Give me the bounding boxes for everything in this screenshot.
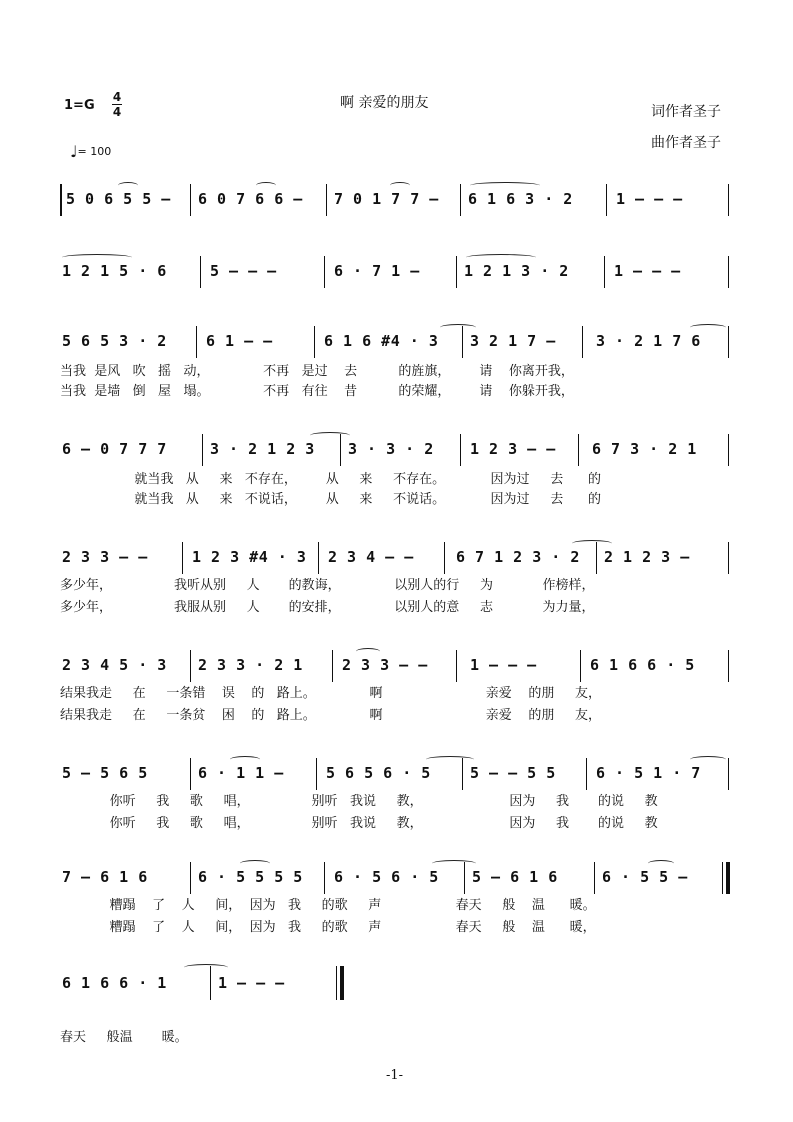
page-number: -1- [386,1068,404,1083]
composer-credit: 曲作者圣子 [651,135,721,151]
lyrics-verse-1: 春天 般温 暖。 [60,1030,188,1045]
slur [572,540,612,547]
repeat-start-barline [60,184,62,216]
barline [580,650,581,682]
measure-2: 6 1 – – [206,332,273,350]
measure-4: 1 2 1 3 · 2 [464,262,569,280]
measure-1: 1 2 1 5 · 6 [62,262,167,280]
slur [690,324,726,331]
lyrics-verse-2: 就当我 从 来 不说话， 从 来 不说话。 因为过 去 的 [60,492,601,507]
barline [586,758,587,790]
staff-system-1 [60,180,733,220]
barline [324,256,325,288]
slur [440,324,476,331]
measure-2: 1 2 3 #4 · 3 [192,548,307,566]
slur [310,432,350,439]
barline [728,650,729,682]
measure-5: 1 – – – [614,262,681,280]
measure-4: 6 7 1 2 3 · 2 [456,548,580,566]
slur [240,860,270,867]
barline [190,184,191,216]
barline [460,184,461,216]
time-signature-top: 4 [112,90,122,104]
barline [182,542,183,574]
barline [728,184,729,216]
barline [336,966,337,1000]
lyrics-verse-2: 糟蹋 了 人 间， 因为 我 的歌 声 春天 般 温 暖， [60,920,596,935]
measure-4: 5 – 6 1 6 [472,868,558,886]
measure-1: 7 – 6 1 6 [62,868,148,886]
tempo-value: = 100 [77,145,112,158]
measure-1: 5 6 5 3 · 2 [62,332,167,350]
barline [200,256,201,288]
staff-system-9 [60,962,733,1045]
slur [470,182,540,189]
lyrics-verse-1: 你听 我 歌 唱， 别听 我说 教， 因为 我 的说 教 [60,794,658,809]
measure-1: 6 1 6 6 · 1 [62,974,167,992]
time-signature [112,90,122,119]
barline [728,434,729,466]
barline [728,256,729,288]
lyrics-verse-2: 当我 是墙 倒 屋 塌。 不再 有往 昔 的荣耀， 请 你躲开我， [60,384,574,399]
barline [604,256,605,288]
slur [390,182,410,189]
measure-2: 3 · 2 1 2 3 [210,440,315,458]
measure-2: 2 3 3 · 2 1 [198,656,303,674]
barline [594,862,595,894]
staff-system-3 [60,322,733,402]
measure-5: 2 1 2 3 – [604,548,690,566]
barline [314,326,315,358]
lyrics-verse-2: 结果我走 在 一条贫 困 的 路上。 啊 亲爱 的朋 友， [60,708,601,723]
staff-system-7 [60,754,733,834]
measure-5: 6 7 3 · 2 1 [592,440,697,458]
lyrics-verse-1: 糟蹋 了 人 间， 因为 我 的歌 声 春天 般 温 暖。 [60,898,596,913]
barline [456,650,457,682]
barline [456,256,457,288]
staff-system-2 [60,252,733,292]
barline [728,758,729,790]
measure-3: 2 3 3 – – [342,656,428,674]
slur [230,756,260,763]
barline [316,758,317,790]
barline [444,542,445,574]
lyrics-verse-1: 就当我 从 来 不存在， 从 来 不存在。 因为过 去 的 [60,472,601,487]
key-signature: 1=G [64,98,95,113]
slur [690,756,726,763]
measure-4: 1 2 3 – – [470,440,556,458]
slur [466,254,536,261]
staff-system-8 [60,858,733,938]
measure-3: 6 · 7 1 – [334,262,420,280]
barline [190,758,191,790]
slur [62,254,132,261]
measure-2: 6 · 5 5 5 5 [198,868,303,886]
measure-1: 5 0 6 5 5 – [66,190,171,208]
measure-1: 2 3 3 – – [62,548,148,566]
slur [118,182,138,189]
lyrics-verse-2: 你听 我 歌 唱， 别听 我说 教， 因为 我 的说 教 [60,816,658,831]
time-signature-bottom: 4 [112,105,122,119]
slur [426,756,474,763]
barline [318,542,319,574]
measure-4: 5 – – 5 5 [470,764,556,782]
barline [196,326,197,358]
measure-1: 2 3 4 5 · 3 [62,656,167,674]
lyricist-credit: 词作者圣子 [651,104,721,120]
song-title: 啊 亲爱的朋友 [340,95,429,111]
barline [332,650,333,682]
barline [722,862,723,894]
barline [460,434,461,466]
barline [190,650,191,682]
slur [256,182,276,189]
slur [648,860,674,867]
lyrics-verse-1: 结果我走 在 一条错 误 的 路上。 啊 亲爱 的朋 友， [60,686,601,701]
quarter-note-icon: ♩ [70,142,78,161]
tempo-marking [70,142,111,161]
measure-5: 6 1 6 6 · 5 [590,656,695,674]
barline [578,434,579,466]
lyrics-verse-1: 多少年， 我听从别 人 的教诲， 以别人的行 为 作榜样， [60,578,595,593]
barline [606,184,607,216]
measure-2: 6 · 1 1 – [198,764,284,782]
measure-2: 6 0 7 6 6 – [198,190,303,208]
measure-5: 6 · 5 5 – [602,868,688,886]
staff-system-4 [60,430,733,510]
barline [326,184,327,216]
measure-5: 6 · 5 1 · 7 [596,764,701,782]
staff-system-5 [60,538,733,618]
measure-2: 5 – – – [210,262,277,280]
lyrics-verse-1: 当我 是风 吹 摇 动， 不再 是过 去 的旌旗， 请 你离开我， [60,364,574,379]
measure-4: 3 2 1 7 – [470,332,556,350]
barline [728,326,729,358]
barline [202,434,203,466]
barline [728,542,729,574]
staff-system-6 [60,646,733,726]
barline [324,862,325,894]
slur [184,964,228,971]
measure-3: 6 · 5 6 · 5 [334,868,439,886]
measure-5: 1 – – – [616,190,683,208]
final-barline [340,966,344,1000]
measure-1: 6 – 0 7 7 7 [62,440,167,458]
barline [190,862,191,894]
measure-4: 6 1 6 3 · 2 [468,190,573,208]
barline [582,326,583,358]
measure-5: 3 · 2 1 7 6 [596,332,701,350]
measure-4: 1 – – – [470,656,537,674]
measure-3: 5 6 5 6 · 5 [326,764,431,782]
lyrics-verse-2: 多少年， 我服从别 人 的安排， 以别人的意 志 为力量， [60,600,595,615]
measure-3: 3 · 3 · 2 [348,440,434,458]
barline [210,966,211,1000]
repeat-end-barline [726,862,730,894]
slur [356,648,380,655]
slur [432,860,476,867]
measure-3: 6 1 6 #4 · 3 [324,332,439,350]
measure-3: 7 0 1 7 7 – [334,190,439,208]
measure-2: 1 – – – [218,974,285,992]
measure-3: 2 3 4 – – [328,548,414,566]
measure-1: 5 – 5 6 5 [62,764,148,782]
